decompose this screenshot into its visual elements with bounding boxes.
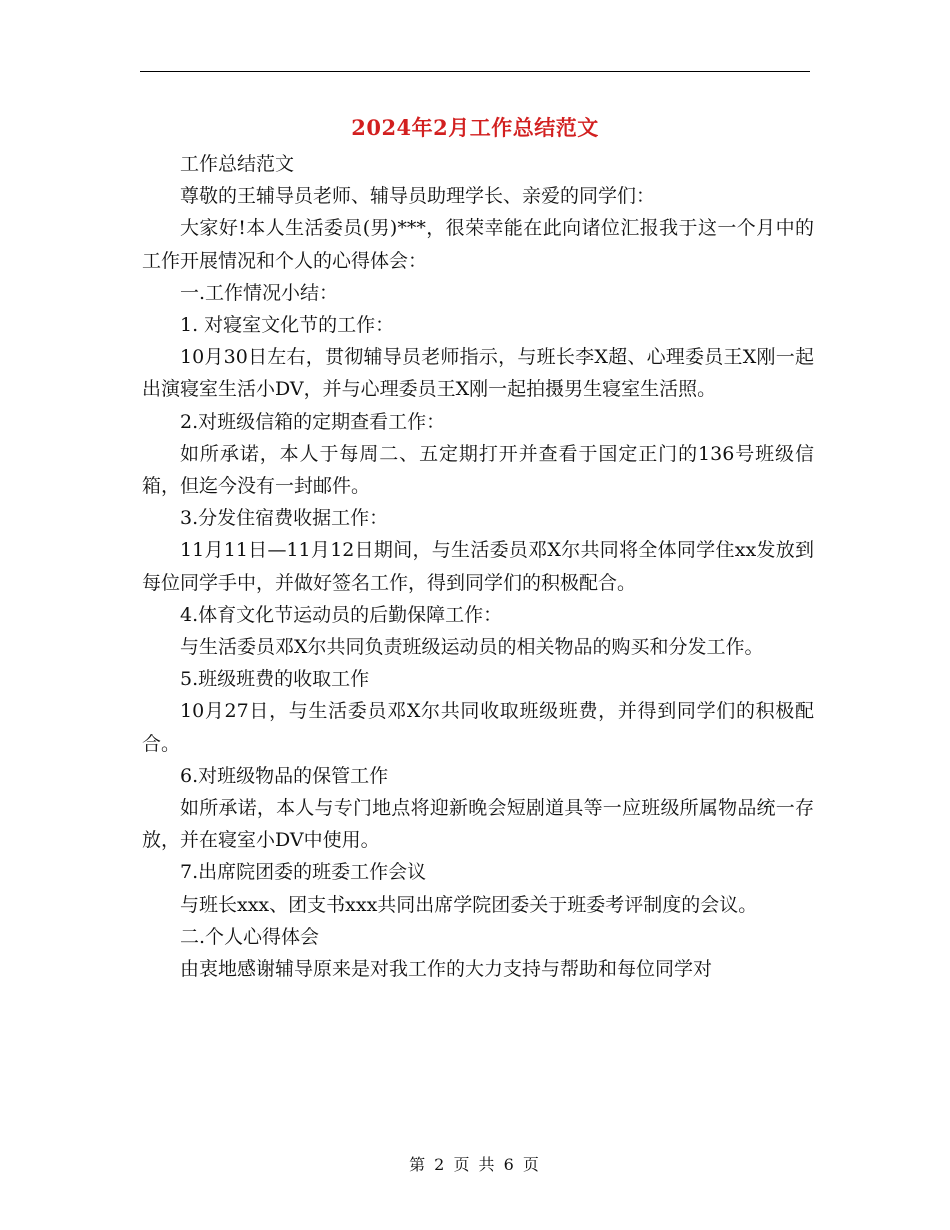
- paragraph: 工作总结范文: [180, 153, 295, 175]
- paragraph: 10月27日，与生活委员邓X尔共同收取班级班费，并得到同学们的积极配合。: [142, 700, 814, 755]
- paragraph: 尊敬的王辅导员老师、辅导员助理学长、亲爱的同学们：: [180, 185, 656, 208]
- paragraph: 2.对班级信箱的定期查看工作：: [180, 410, 446, 433]
- paragraph: 11月11日—11月12日期间，与生活委员邓X尔共同将全体同学住xx发放到每位同学手中，并做好签名工作，得到同学们的积极配合。: [142, 539, 814, 594]
- paragraph: 6.对班级物品的保管工作: [180, 764, 389, 787]
- paragraph: 大家好!本人生活委员(男)***，很荣幸能在此向诸位汇报我于这一个月中的工作开展情况和个人的心得体会：: [142, 217, 814, 272]
- header-rule: [140, 71, 810, 72]
- paragraph: 1. 对寝室文化节的工作：: [180, 314, 395, 337]
- paragraph: 与班长xxx、团支书xxx共同出席学院团委关于班委考评制度的会议。: [180, 893, 758, 916]
- paragraph: 4.体育文化节运动员的后勤保障工作：: [180, 603, 503, 626]
- paragraph: 3.分发住宿费收据工作：: [180, 507, 389, 530]
- document-body: [142, 148, 814, 985]
- paragraph: 如所承诺，本人与专门地点将迎新晚会短剧道具等一应班级所属物品统一存放，并在寝室小DV中使用。: [142, 797, 814, 852]
- paragraph: 由衷地感谢辅导原来是对我工作的大力支持与帮助和每位同学对: [180, 958, 713, 981]
- page-number-footer: 第 2 页 共 6 页: [409, 1155, 541, 1174]
- paragraph: 5.班级班费的收取工作: [180, 668, 370, 691]
- paragraph: 10月30日左右，贯彻辅导员老师指示，与班长李X超、心理委员王X刚一起出演寝室生活小DV，并与心理委员王X刚一起拍摄男生寝室生活照。: [142, 346, 814, 401]
- paragraph: 二.个人心得体会: [180, 925, 320, 948]
- paragraph: 如所承诺，本人于每周二、五定期打开并查看于国定正门的136号班级信箱，但迄今没有一封邮件。: [142, 442, 814, 498]
- paragraph: 7.出席院团委的班委工作会议: [180, 861, 427, 884]
- document-title: 2024年2月工作总结范文: [351, 115, 599, 140]
- paragraph: 与生活委员邓X尔共同负责班级运动员的相关物品的购买和分发工作。: [180, 636, 764, 659]
- paragraph: 一.工作情况小结：: [180, 281, 339, 304]
